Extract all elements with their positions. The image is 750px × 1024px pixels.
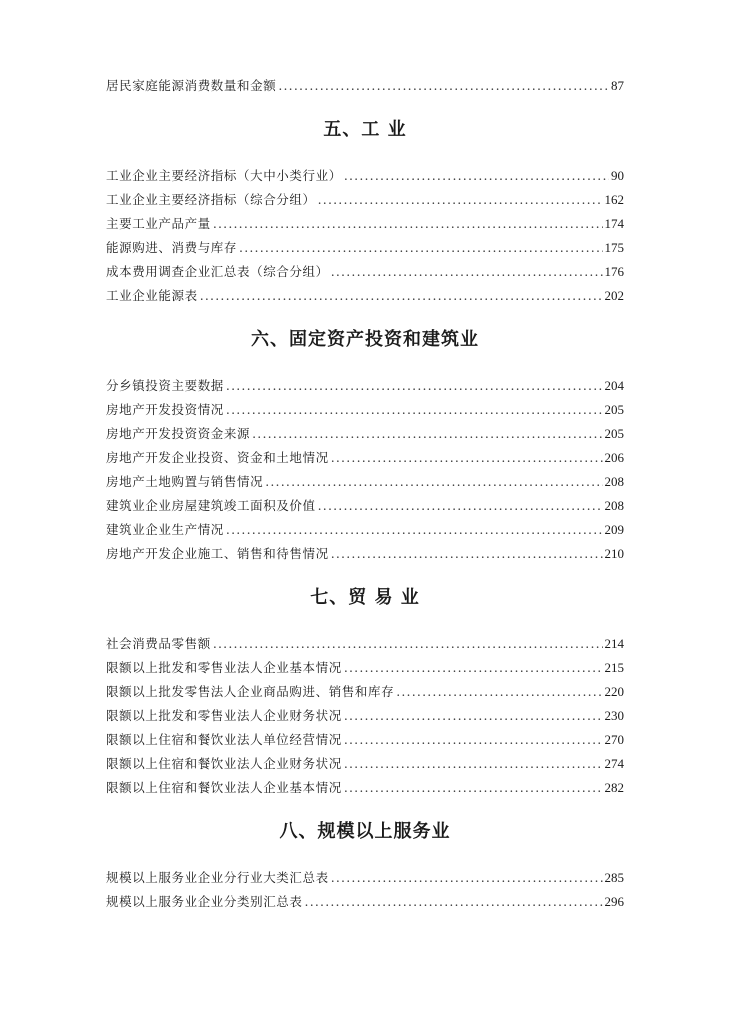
dot-leader bbox=[213, 632, 603, 656]
toc-entry[interactable] bbox=[106, 284, 624, 308]
entry-title: 建筑业企业生产情况 bbox=[106, 522, 224, 537]
entry-title: 限额以上住宿和餐饮业法人企业基本情况 bbox=[106, 780, 342, 795]
entry-page: 208 bbox=[604, 474, 624, 489]
entry-title: 房地产开发投资情况 bbox=[106, 402, 224, 417]
section-heading: 五、工 业 bbox=[323, 119, 407, 140]
entry-title: 房地产开发企业施工、销售和待售情况 bbox=[106, 546, 329, 561]
entry-page: 208 bbox=[604, 498, 624, 513]
toc-entry[interactable] bbox=[106, 542, 624, 566]
entry-page: 209 bbox=[604, 522, 624, 537]
entry-page: 174 bbox=[604, 216, 624, 231]
dot-leader bbox=[226, 398, 603, 422]
toc-entry[interactable] bbox=[106, 680, 624, 704]
dot-leader bbox=[344, 752, 603, 776]
entry-title: 限额以上住宿和餐饮业法人单位经营情况 bbox=[106, 732, 342, 747]
toc-entry[interactable] bbox=[106, 518, 624, 542]
toc-entry[interactable] bbox=[106, 776, 624, 800]
toc-entry[interactable] bbox=[106, 422, 624, 446]
entry-title: 规模以上服务业企业分行业大类汇总表 bbox=[106, 870, 329, 885]
entry-page: 202 bbox=[604, 288, 624, 303]
entry-title: 工业企业主要经济指标（综合分组） bbox=[106, 192, 316, 207]
dot-leader bbox=[396, 680, 602, 704]
dot-leader bbox=[331, 866, 603, 890]
dot-leader bbox=[318, 494, 603, 518]
toc-section-fixed-assets bbox=[106, 328, 624, 566]
entry-page: 175 bbox=[604, 240, 624, 255]
entry-page: 204 bbox=[604, 378, 624, 393]
dot-leader bbox=[226, 374, 603, 398]
entry-title: 工业企业主要经济指标（大中小类行业） bbox=[106, 168, 342, 183]
entry-title: 房地产开发投资资金来源 bbox=[106, 426, 251, 441]
section-heading: 六、固定资产投资和建筑业 bbox=[251, 329, 479, 350]
entry-page: 210 bbox=[604, 546, 624, 561]
dot-leader bbox=[318, 188, 603, 212]
entry-page: 205 bbox=[604, 426, 624, 441]
toc-entry[interactable] bbox=[106, 212, 624, 236]
entry-title: 居民家庭能源消费数量和金额 bbox=[106, 78, 277, 93]
toc-entry-list bbox=[106, 164, 624, 308]
entry-page: 230 bbox=[604, 708, 624, 723]
dot-leader bbox=[344, 704, 603, 728]
toc-entry[interactable] bbox=[106, 188, 624, 212]
entry-page: 90 bbox=[611, 168, 624, 183]
toc-entry[interactable] bbox=[106, 164, 624, 188]
toc-lead-list bbox=[106, 74, 624, 98]
toc-section-services bbox=[106, 820, 624, 914]
dot-leader bbox=[252, 422, 602, 446]
dot-leader bbox=[265, 470, 602, 494]
toc-entry[interactable] bbox=[106, 470, 624, 494]
toc-section-trade bbox=[106, 586, 624, 800]
toc-entry[interactable] bbox=[106, 260, 624, 284]
dot-leader bbox=[331, 446, 603, 470]
entry-title: 房地产土地购置与销售情况 bbox=[106, 474, 264, 489]
entry-page: 87 bbox=[611, 78, 624, 93]
entry-page: 285 bbox=[604, 870, 624, 885]
toc-entry[interactable] bbox=[106, 656, 624, 680]
entry-title: 能源购进、消费与库存 bbox=[106, 240, 238, 255]
section-heading: 八、规模以上服务业 bbox=[279, 821, 451, 842]
toc-section-industry bbox=[106, 118, 624, 308]
toc-entry[interactable] bbox=[106, 236, 624, 260]
entry-title: 限额以上批发和零售业法人企业财务状况 bbox=[106, 708, 342, 723]
dot-leader bbox=[226, 518, 603, 542]
toc-entry[interactable] bbox=[106, 74, 624, 98]
toc-entry[interactable] bbox=[106, 632, 624, 656]
dot-leader bbox=[305, 890, 603, 914]
toc-page bbox=[106, 74, 624, 914]
toc-entry[interactable] bbox=[106, 446, 624, 470]
entry-page: 270 bbox=[604, 732, 624, 747]
entry-title: 社会消费品零售额 bbox=[106, 636, 211, 651]
entry-title: 成本费用调查企业汇总表（综合分组） bbox=[106, 264, 329, 279]
entry-page: 274 bbox=[604, 756, 624, 771]
dot-leader bbox=[344, 728, 603, 752]
dot-leader bbox=[239, 236, 602, 260]
toc-entry-list bbox=[106, 374, 624, 566]
dot-leader bbox=[278, 74, 609, 98]
toc-entry[interactable] bbox=[106, 752, 624, 776]
dot-leader bbox=[213, 212, 603, 236]
entry-page: 214 bbox=[604, 636, 624, 651]
section-heading: 七、贸 易 业 bbox=[310, 587, 420, 608]
entry-title: 限额以上住宿和餐饮业法人企业财务状况 bbox=[106, 756, 342, 771]
entry-page: 215 bbox=[604, 660, 624, 675]
dot-leader bbox=[344, 656, 603, 680]
dot-leader bbox=[331, 260, 603, 284]
entry-title: 限额以上批发和零售业法人企业基本情况 bbox=[106, 660, 342, 675]
entry-title: 分乡镇投资主要数据 bbox=[106, 378, 224, 393]
entry-page: 205 bbox=[604, 402, 624, 417]
toc-entry-list bbox=[106, 866, 624, 914]
dot-leader bbox=[344, 164, 609, 188]
entry-page: 176 bbox=[604, 264, 624, 279]
entry-page: 162 bbox=[604, 192, 624, 207]
toc-entry[interactable] bbox=[106, 374, 624, 398]
toc-entry[interactable] bbox=[106, 728, 624, 752]
entry-page: 206 bbox=[604, 450, 624, 465]
toc-entry[interactable] bbox=[106, 890, 624, 914]
toc-entry-list bbox=[106, 632, 624, 800]
entry-title: 建筑业企业房屋建筑竣工面积及价值 bbox=[106, 498, 316, 513]
toc-entry[interactable] bbox=[106, 494, 624, 518]
entry-page: 296 bbox=[604, 894, 624, 909]
entry-title: 规模以上服务业企业分类别汇总表 bbox=[106, 894, 303, 909]
toc-entry[interactable] bbox=[106, 398, 624, 422]
entry-page: 220 bbox=[604, 684, 624, 699]
dot-leader bbox=[200, 284, 603, 308]
entry-title: 限额以上批发零售法人企业商品购进、销售和库存 bbox=[106, 684, 395, 699]
entry-title: 工业企业能源表 bbox=[106, 288, 198, 303]
toc-entry[interactable] bbox=[106, 704, 624, 728]
entry-title: 房地产开发企业投资、资金和土地情况 bbox=[106, 450, 329, 465]
toc-entry[interactable] bbox=[106, 866, 624, 890]
entry-page: 282 bbox=[604, 780, 624, 795]
dot-leader bbox=[344, 776, 603, 800]
dot-leader bbox=[331, 542, 603, 566]
entry-title: 主要工业产品产量 bbox=[106, 216, 211, 231]
